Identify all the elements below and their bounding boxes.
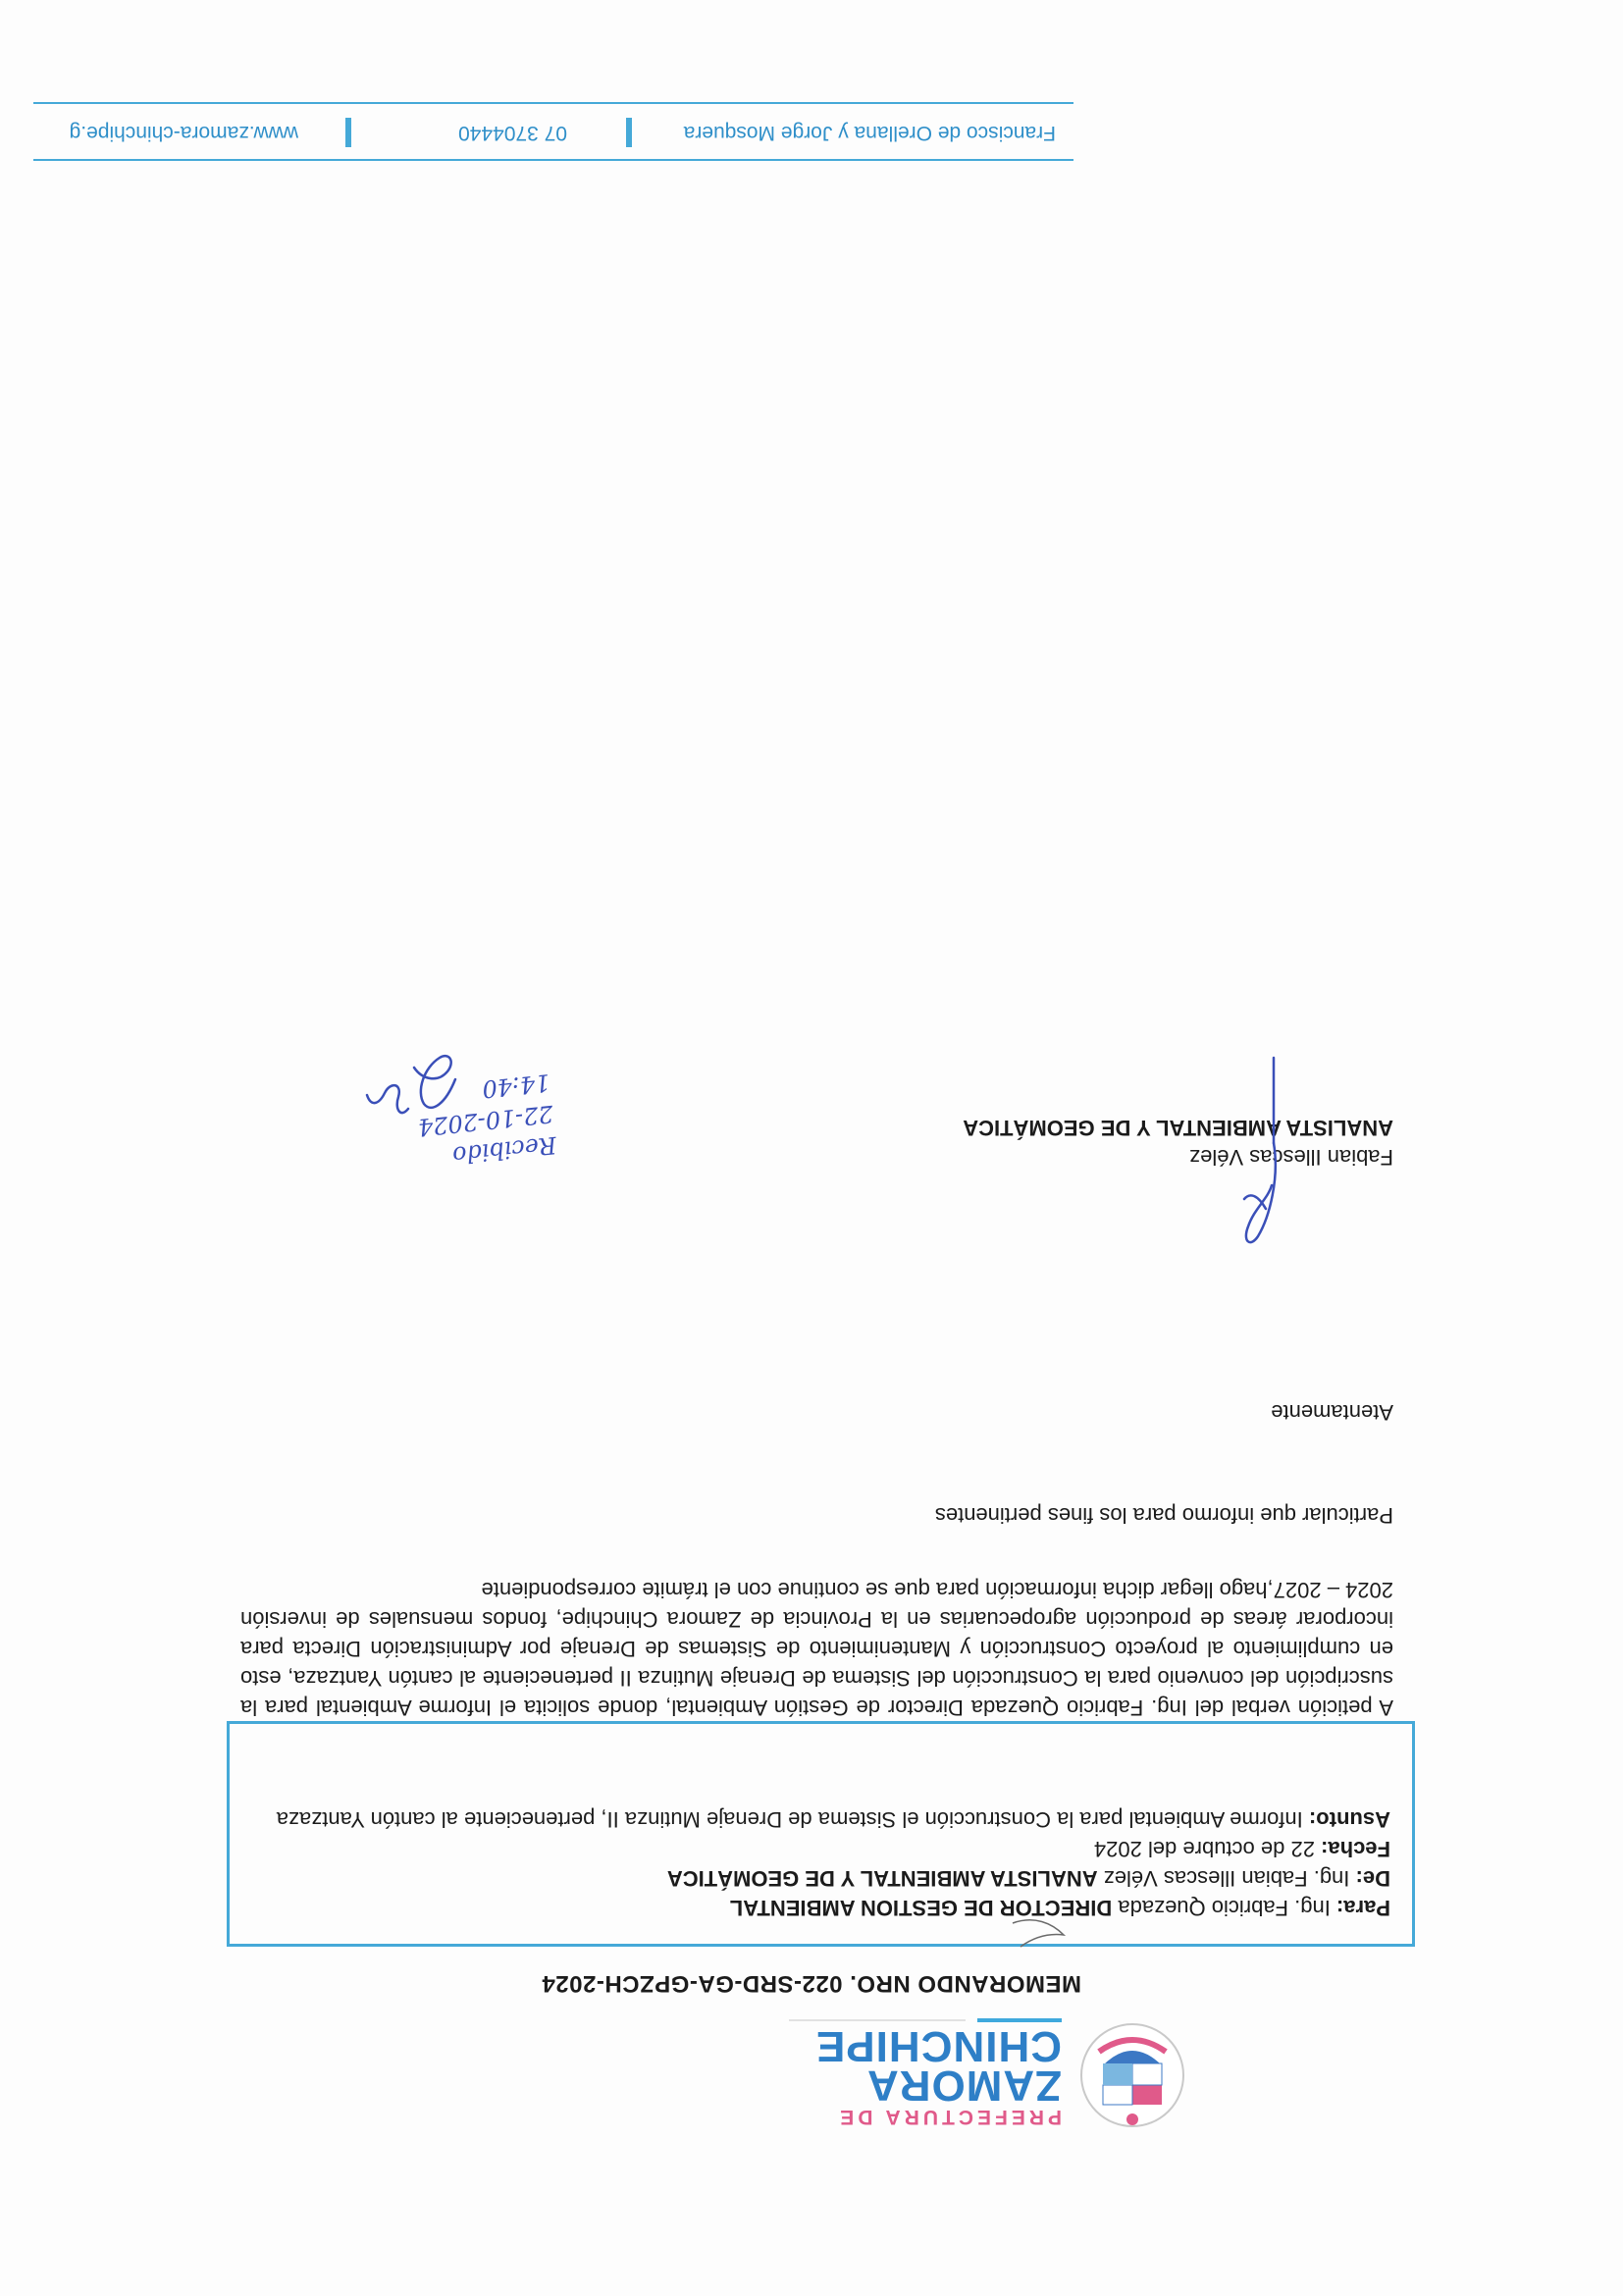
org-name-line2: CHINCHIPE bbox=[814, 2022, 1062, 2070]
handwritten-marks bbox=[1013, 1920, 1064, 1947]
footer-phone: 07 3704440 bbox=[458, 122, 567, 144]
para-role: DIRECTOR DE GESTION AMBIENTAL bbox=[729, 1896, 1113, 1920]
closing-text: Atentamente bbox=[1271, 1400, 1393, 1425]
handwritten-signature bbox=[1244, 1058, 1276, 1242]
org-prefix: PREFECTURA DE bbox=[836, 2106, 1062, 2128]
de-role: ANALISTA AMBIENTAL Y DE GEOMÁTICA bbox=[666, 1866, 1098, 1891]
para-label: Para: bbox=[1335, 1896, 1390, 1920]
signer-name: Fabian Illescas Vélez bbox=[1189, 1145, 1393, 1170]
asunto-label: Asunto: bbox=[1308, 1807, 1390, 1832]
received-label: Recibido bbox=[450, 1130, 558, 1170]
fecha-label: Fecha: bbox=[1321, 1837, 1390, 1861]
asunto-value: Informe Ambiental para la Construcción el Sistema de Drenaje Mutinza II, perteneciente al cantón Yantzaza bbox=[276, 1807, 1303, 1832]
para-name: Ing. Fabricio Quezada bbox=[1118, 1896, 1331, 1920]
body-paragraph: Particular que informo para los fines pertinentes bbox=[934, 1503, 1393, 1528]
footer-top-rule bbox=[33, 159, 1073, 161]
footer-address: Francisco de Orellana y Jorge Mosquera bbox=[683, 122, 1056, 144]
de-name: Ing. Fabian Illescas Vélez bbox=[1103, 1866, 1350, 1891]
de-label: De: bbox=[1355, 1866, 1390, 1891]
footer-separator bbox=[345, 118, 351, 147]
letter-footer bbox=[33, 102, 1073, 161]
signer-role: ANALISTA AMBIENTAL Y DE GEOMÁTICA bbox=[963, 1116, 1393, 1140]
received-time: 14:40 bbox=[481, 1069, 551, 1104]
received-date: 22-10-2024 bbox=[416, 1099, 555, 1142]
memo-title: MEMORANDO NRO. 022-SRD-GA-GPZCH-2024 bbox=[541, 1970, 1082, 1997]
footer-separator bbox=[626, 118, 632, 147]
footer-bottom-rule bbox=[33, 102, 1073, 104]
received-stamp bbox=[413, 1067, 558, 1174]
org-name-line1: ZAMORA bbox=[865, 2061, 1062, 2110]
footer-website: www.zamora-chinchipe.g bbox=[69, 122, 298, 144]
body-paragraph: A petición verbal del Ing. Fabricio Quezada Director de Gestión Ambiental, donde solicita el Informe Ambiental para la suscripción del convenio para la Construcción del Sistema de Drenaje Mutinza II perteneciente al cantón Yantzaza, esto en cumplimiento al proyecto Construcción y Mantenimiento de Sistemas de Drenaje por Administración Directa para incorporar áreas de producción agropecuarias en la Provincia de Zamora Chinchipe, fondos mensuales de inversión 2024 – 2027,hago llegar dicha información para que se continue con el trámite correspondiente bbox=[240, 1578, 1393, 1720]
fecha-value: 22 de octubre del 2024 bbox=[1093, 1837, 1315, 1861]
